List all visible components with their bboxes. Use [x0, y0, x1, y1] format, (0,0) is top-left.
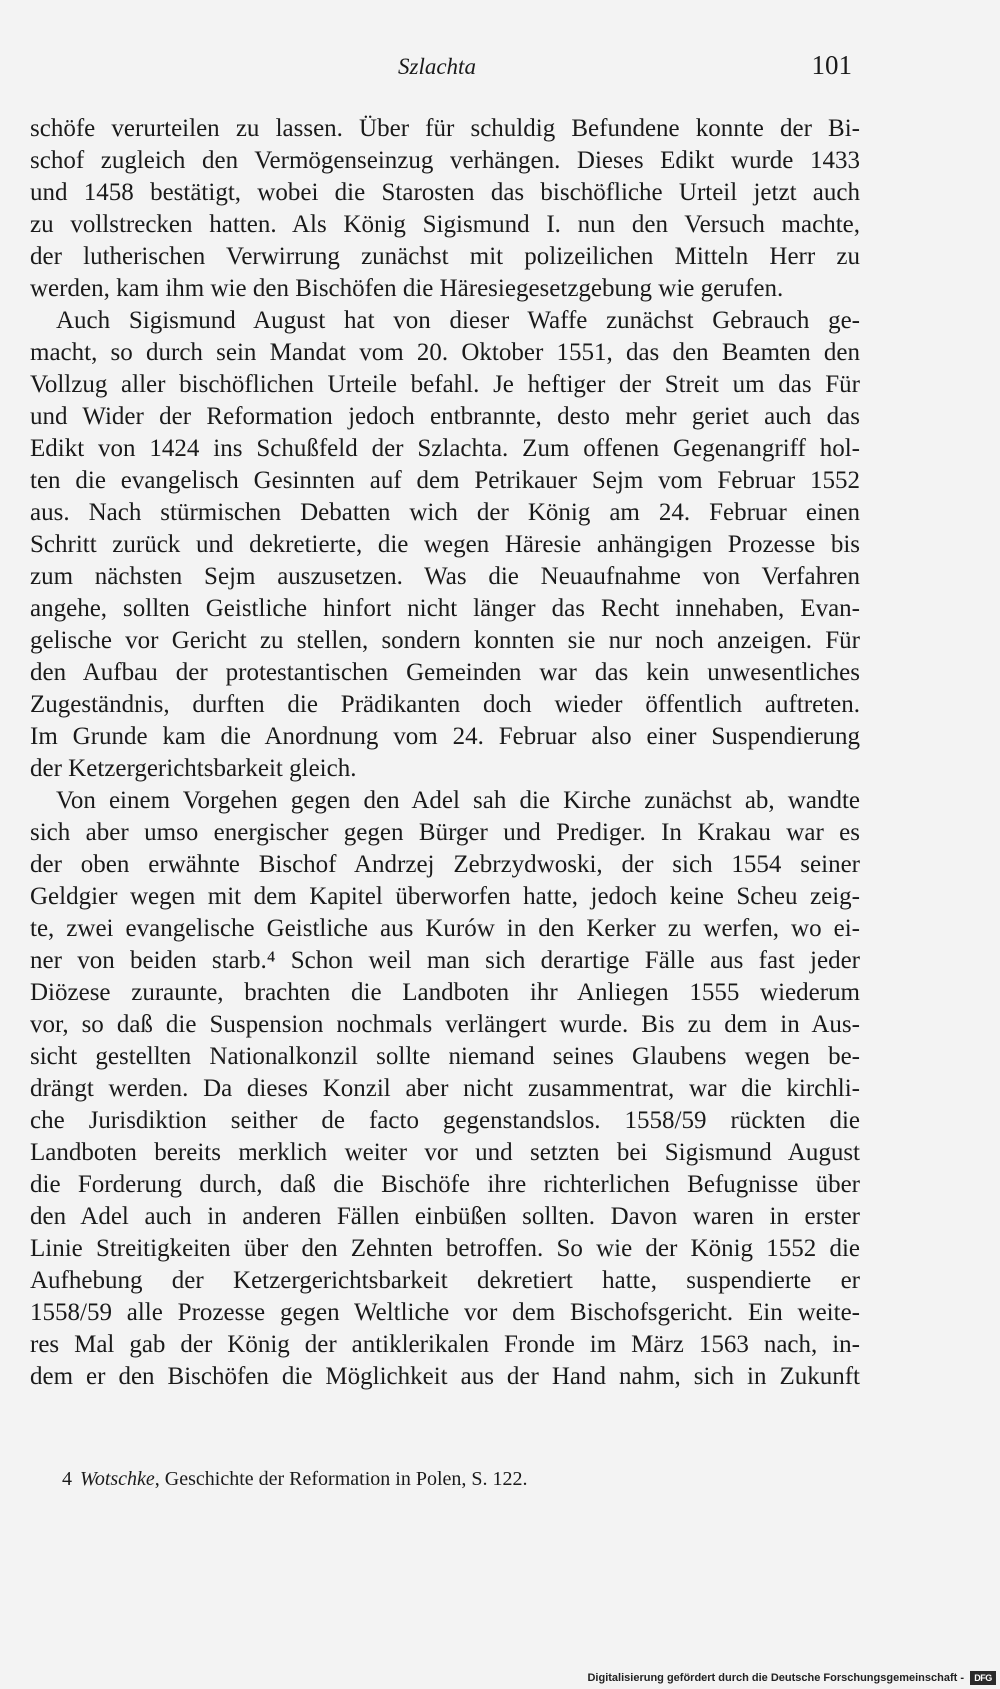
- text-line: die Forderung durch, daß die Bischöfe ihre richterlichen Befugnisse über: [30, 1171, 860, 1198]
- text-line: und Wider der Reformation jedoch entbrannte, desto mehr geriet auch das: [30, 403, 860, 430]
- text-line: te, zwei evangelische Geistliche aus Kurów in den Kerker zu werfen, wo ei-: [30, 915, 860, 942]
- page-number: 101: [811, 50, 852, 80]
- text-line: Zugeständnis, durften die Prädikanten doch wieder öffentlich auftreten.: [30, 691, 860, 718]
- text-line: der oben erwähnte Bischof Andrzej Zebrzydwoski, der sich 1554 seiner: [30, 851, 860, 878]
- text-line: Landboten bereits merklich weiter vor und setzten bei Sigismund August: [30, 1139, 860, 1166]
- text-line: gelische vor Gericht zu stellen, sondern konnten sie nur noch anzeigen. Für: [30, 627, 860, 654]
- text-line: den Adel auch in anderen Fällen einbüßen sollten. Davon waren in erster: [30, 1203, 860, 1230]
- text-line: ten die evangelisch Gesinnten auf dem Petrikauer Sejm vom Februar 1552: [30, 467, 860, 494]
- digitization-credit-bar: [587, 1667, 1000, 1689]
- running-head: [0, 50, 1000, 86]
- footnote: [62, 1466, 528, 1492]
- footnote-text: , Geschichte der Reformation in Polen, S. 122.: [154, 1468, 528, 1490]
- text-line: sich aber umso energischer gegen Bürger und Prediger. In Krakau war es: [30, 819, 860, 846]
- text-line: zu vollstrecken hatten. Als König Sigismund I. nun den Versuch machte,: [30, 211, 860, 238]
- text-line: und 1458 bestätigt, wobei die Starosten das bischöfliche Urteil jetzt auch: [30, 179, 860, 206]
- text-line: der Ketzergerichtsbarkeit gleich.: [30, 755, 357, 782]
- text-line: Im Grunde kam die Anordnung vom 24. Februar also einer Suspendierung: [30, 723, 860, 750]
- text-line: Von einem Vorgehen gegen den Adel sah die Kirche zunächst ab, wandte: [56, 787, 860, 814]
- text-line: zum nächsten Sejm auszusetzen. Was die Neuaufnahme von Verfahren: [30, 563, 860, 590]
- digitization-credit: Digitalisierung gefördert durch die Deutsche Forschungsgemeinschaft -: [587, 1672, 964, 1684]
- footnote-author: Wotschke: [80, 1468, 155, 1490]
- text-line: schöfe verurteilen zu lassen. Über für schuldig Befundene konnte der Bi-: [30, 115, 860, 142]
- text-line: macht, so durch sein Mandat vom 20. Oktober 1551, das den Beamten den: [30, 339, 860, 366]
- text-line: drängt werden. Da dieses Konzil aber nicht zusammentrat, war die kirchli-: [30, 1075, 860, 1102]
- text-line: Schritt zurück und dekretierte, die wegen Häresie anhängigen Prozesse bis: [30, 531, 860, 558]
- text-line: der lutherischen Verwirrung zunächst mit polizeilichen Mitteln Herr zu: [30, 243, 860, 270]
- text-line: Vollzug aller bischöflichen Urteile befahl. Je heftiger der Streit um das Für: [30, 371, 860, 398]
- running-title: Szlachta: [398, 54, 476, 79]
- text-line: Linie Streitigkeiten über den Zehnten betroffen. So wie der König 1552 die: [30, 1235, 860, 1262]
- body-text: [30, 113, 860, 1393]
- text-line: angehe, sollten Geistliche hinfort nicht länger das Recht innehaben, Evan-: [30, 595, 860, 622]
- text-line: werden, kam ihm wie den Bischöfen die Häresiegesetzgebung wie gerufen.: [30, 275, 784, 302]
- text-line: Auch Sigismund August hat von dieser Waffe zunächst Gebrauch ge-: [56, 307, 860, 334]
- text-line: den Aufbau der protestantischen Gemeinden war das kein unwesentliches: [30, 659, 860, 686]
- dfg-logo-icon: DFG: [970, 1671, 996, 1685]
- text-line: 1558/59 alle Prozesse gegen Weltliche vor dem Bischofsgericht. Ein weite-: [30, 1299, 860, 1326]
- text-line: sicht gestellten Nationalkonzil sollte niemand seines Glaubens wegen be-: [30, 1043, 860, 1070]
- text-line: Edikt von 1424 ins Schußfeld der Szlachta. Zum offenen Gegenangriff hol-: [30, 435, 860, 462]
- text-line: vor, so daß die Suspension nochmals verlängert wurde. Bis zu dem in Aus-: [30, 1011, 860, 1038]
- text-line: dem er den Bischöfen die Möglichkeit aus der Hand nahm, sich in Zukunft: [30, 1363, 860, 1390]
- footnote-number: 4: [62, 1468, 72, 1490]
- text-line: aus. Nach stürmischen Debatten wich der König am 24. Februar einen: [30, 499, 860, 526]
- text-line: che Jurisdiktion seither de facto gegenstandslos. 1558/59 rückten die: [30, 1107, 860, 1134]
- text-line: schof zugleich den Vermögenseinzug verhängen. Dieses Edikt wurde 1433: [30, 147, 860, 174]
- text-line: Diözese zuraunte, brachten die Landboten ihr Anliegen 1555 wiederum: [30, 979, 860, 1006]
- text-line: Geldgier wegen mit dem Kapitel überworfen hatte, jedoch keine Scheu zeig-: [30, 883, 860, 910]
- text-line: ner von beiden starb.⁴ Schon weil man sich derartige Fälle aus fast jeder: [30, 947, 860, 974]
- text-line: res Mal gab der König der antiklerikalen Fronde im März 1563 nach, in-: [30, 1331, 860, 1358]
- text-line: Aufhebung der Ketzergerichtsbarkeit dekretiert hatte, suspendierte er: [30, 1267, 860, 1294]
